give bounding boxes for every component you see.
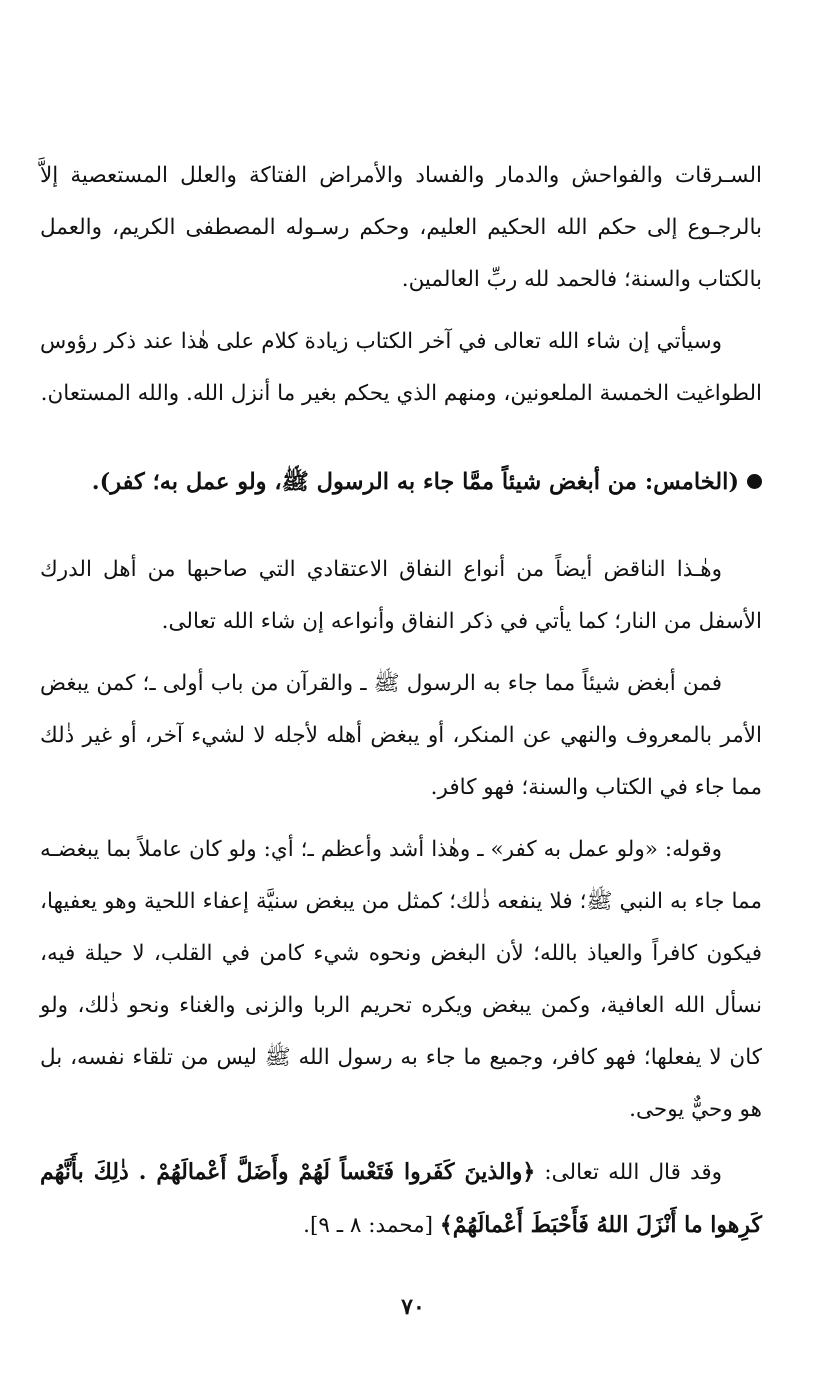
paragraph-2: وسيأتي إن شاء الله تعالى في آخر الكتاب زيادة كلام على هٰذا عند ذكر رؤوس الطواغيت الخمسة الملعونين، ومنهم الذي يحكم بغير ما أنزل الله. والله المستعان. [40,329,762,406]
paragraph-3: وهٰـذا الناقض أيضاً من أنواع النفاق الاعتقادي التي صاحبها من أهل الدرك الأسفل من النار؛ كما يأتي في ذكر النفاق وأنواعه إن شاء الله تعالى. [40,557,762,634]
section-heading-text: (الخامس: من أبغض شيئاً ممَّا جاء به الرسول ﷺ، ولو عمل به؛ كفر). [91,469,739,495]
page-body [40,150,762,1252]
paragraph-6 [40,1146,762,1252]
page-number: ٧٠ [401,1294,425,1320]
bullet-icon [747,474,762,489]
section-heading [40,456,762,508]
paragraph-1: السـرقات والفواحش والدمار والفساد والأمراض الفتاكة والعلل المستعصية إلاَّ بالرجـوع إلى حكم الله الحكيم العليم، وحكم رسـوله المصطفى الكريم، والعمل بالكتاب والسنة؛ فالحمد لله ربِّ العالمين. [40,163,762,292]
paragraph-6-intro: وقد قال الله تعالى: [535,1160,722,1185]
paragraph-5: وقوله: «ولو عمل به كفر» ـ وهٰذا أشد وأعظم ـ؛ أي: ولو كان عاملاً بما يبغضـه مما جاء به النبي ﷺ؛ فلا ينفعه ذٰلك؛ كمثل من يبغض سنيَّة إعفاء اللحية وهو يعفيها، فيكون كافراً والعياذ بالله؛ لأن البغض ونحوه شيء كامن في القلب، لا حيلة فيه، نسأل الله العافية، وكمن يبغض ويكره تحريم الربا والزنى والغناء ونحو ذٰلك، ولو كان لا يفعلها؛ فهو كافر، وجميع ما جاء به رسول الله ﷺ ليس من تلقاء نفسه، بل هو وحيٌّ يوحى. [40,837,762,1122]
verse-reference: [محمد: ٨ ـ ٩]. [303,1213,440,1238]
paragraph-4: فمن أبغض شيئاً مما جاء به الرسول ﷺ ـ والقرآن من باب أولى ـ؛ كمن يبغض الأمر بالمعروف والنهي عن المنكر، أو يبغض أهله لأجله لا لشيء آخر، أو غير ذٰلك مما جاء في الكتاب والسنة؛ فهو كافر. [40,671,762,800]
quran-verse: ﴿والذينَ كَفَروا فَتَعْساً لَهُمْ وأَضَلَّ أَعْمالَهُمْ . ذٰلِكَ بأَنَّهُم كَرِهوا ما أَنْزَلَ اللهُ فَأَحْبَطَ أَعْمالَهُمْ﴾ [40,1159,762,1238]
